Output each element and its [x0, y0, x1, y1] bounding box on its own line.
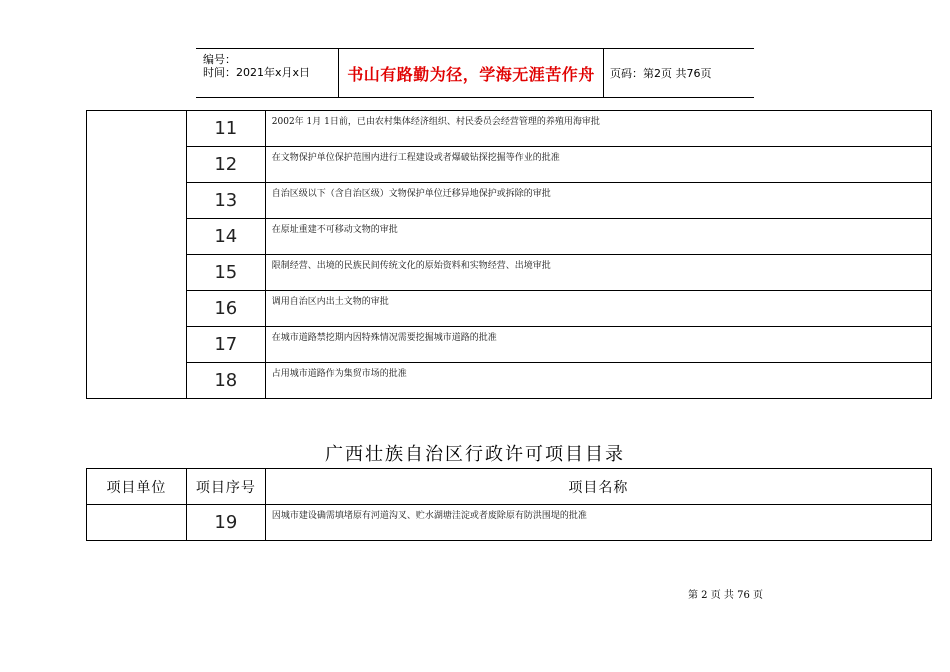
- unit-cell: [87, 505, 187, 541]
- section-title: 广西壮族自治区行政许可项目目录: [325, 444, 625, 465]
- number-label: 编号：: [203, 53, 236, 66]
- permit-table-continued: [86, 110, 932, 399]
- row-name: 因城市建设确需填堵原有河道沟叉、贮水湖塘洼淀或者废除原有防洪围堤的批准: [265, 505, 931, 541]
- row-number: 15: [186, 255, 265, 291]
- row-number: 18: [186, 363, 265, 399]
- motto: 书山有路勤为径，学海无涯苦作舟: [347, 64, 595, 84]
- time-label: 时间：2021年x月x日: [203, 66, 311, 79]
- header-meta: [196, 49, 338, 97]
- col-header-name: 项目名称: [265, 469, 931, 505]
- row-number: 11: [186, 111, 265, 147]
- row-number: 19: [186, 505, 265, 541]
- page-footer: 第 2 页 共 76 页: [688, 590, 763, 601]
- row-name: 限制经营、出境的民族民间传统文化的原始资料和实物经营、出境审批: [265, 255, 931, 291]
- motto-cell: [338, 49, 604, 97]
- table-row: [87, 505, 932, 541]
- row-name: 在原址重建不可移动文物的审批: [265, 219, 931, 255]
- row-name: 在城市道路禁挖期内因特殊情况需要挖掘城市道路的批准: [265, 327, 931, 363]
- table-row: [87, 255, 932, 291]
- row-number: 13: [186, 183, 265, 219]
- row-name: 2002年 1月 1日前，已由农村集体经济组织、村民委员会经营管理的养殖用海审批: [265, 111, 931, 147]
- table-row: [87, 111, 932, 147]
- row-number: 16: [186, 291, 265, 327]
- table-row: [87, 327, 932, 363]
- table-header-row: [87, 469, 932, 505]
- row-number: 17: [186, 327, 265, 363]
- row-name: 占用城市道路作为集贸市场的批准: [265, 363, 931, 399]
- row-name: 在文物保护单位保护范围内进行工程建设或者爆破钻探挖掘等作业的批准: [265, 147, 931, 183]
- table-row: [87, 219, 932, 255]
- table-row: [87, 363, 932, 399]
- row-name: 自治区级以下（含自治区级）文物保护单位迁移异地保护或拆除的审批: [265, 183, 931, 219]
- row-number: 12: [186, 147, 265, 183]
- row-name: 调用自治区内出土文物的审批: [265, 291, 931, 327]
- col-header-seq: 项目序号: [186, 469, 265, 505]
- page-code: 页码：第2页 共76页: [610, 67, 712, 80]
- table-row: [87, 147, 932, 183]
- col-header-unit: 项目单位: [87, 469, 187, 505]
- page-header: [196, 48, 754, 98]
- permit-table-new: [86, 468, 932, 541]
- unit-cell: [87, 111, 187, 399]
- row-number: 14: [186, 219, 265, 255]
- table-row: [87, 291, 932, 327]
- table-row: [87, 183, 932, 219]
